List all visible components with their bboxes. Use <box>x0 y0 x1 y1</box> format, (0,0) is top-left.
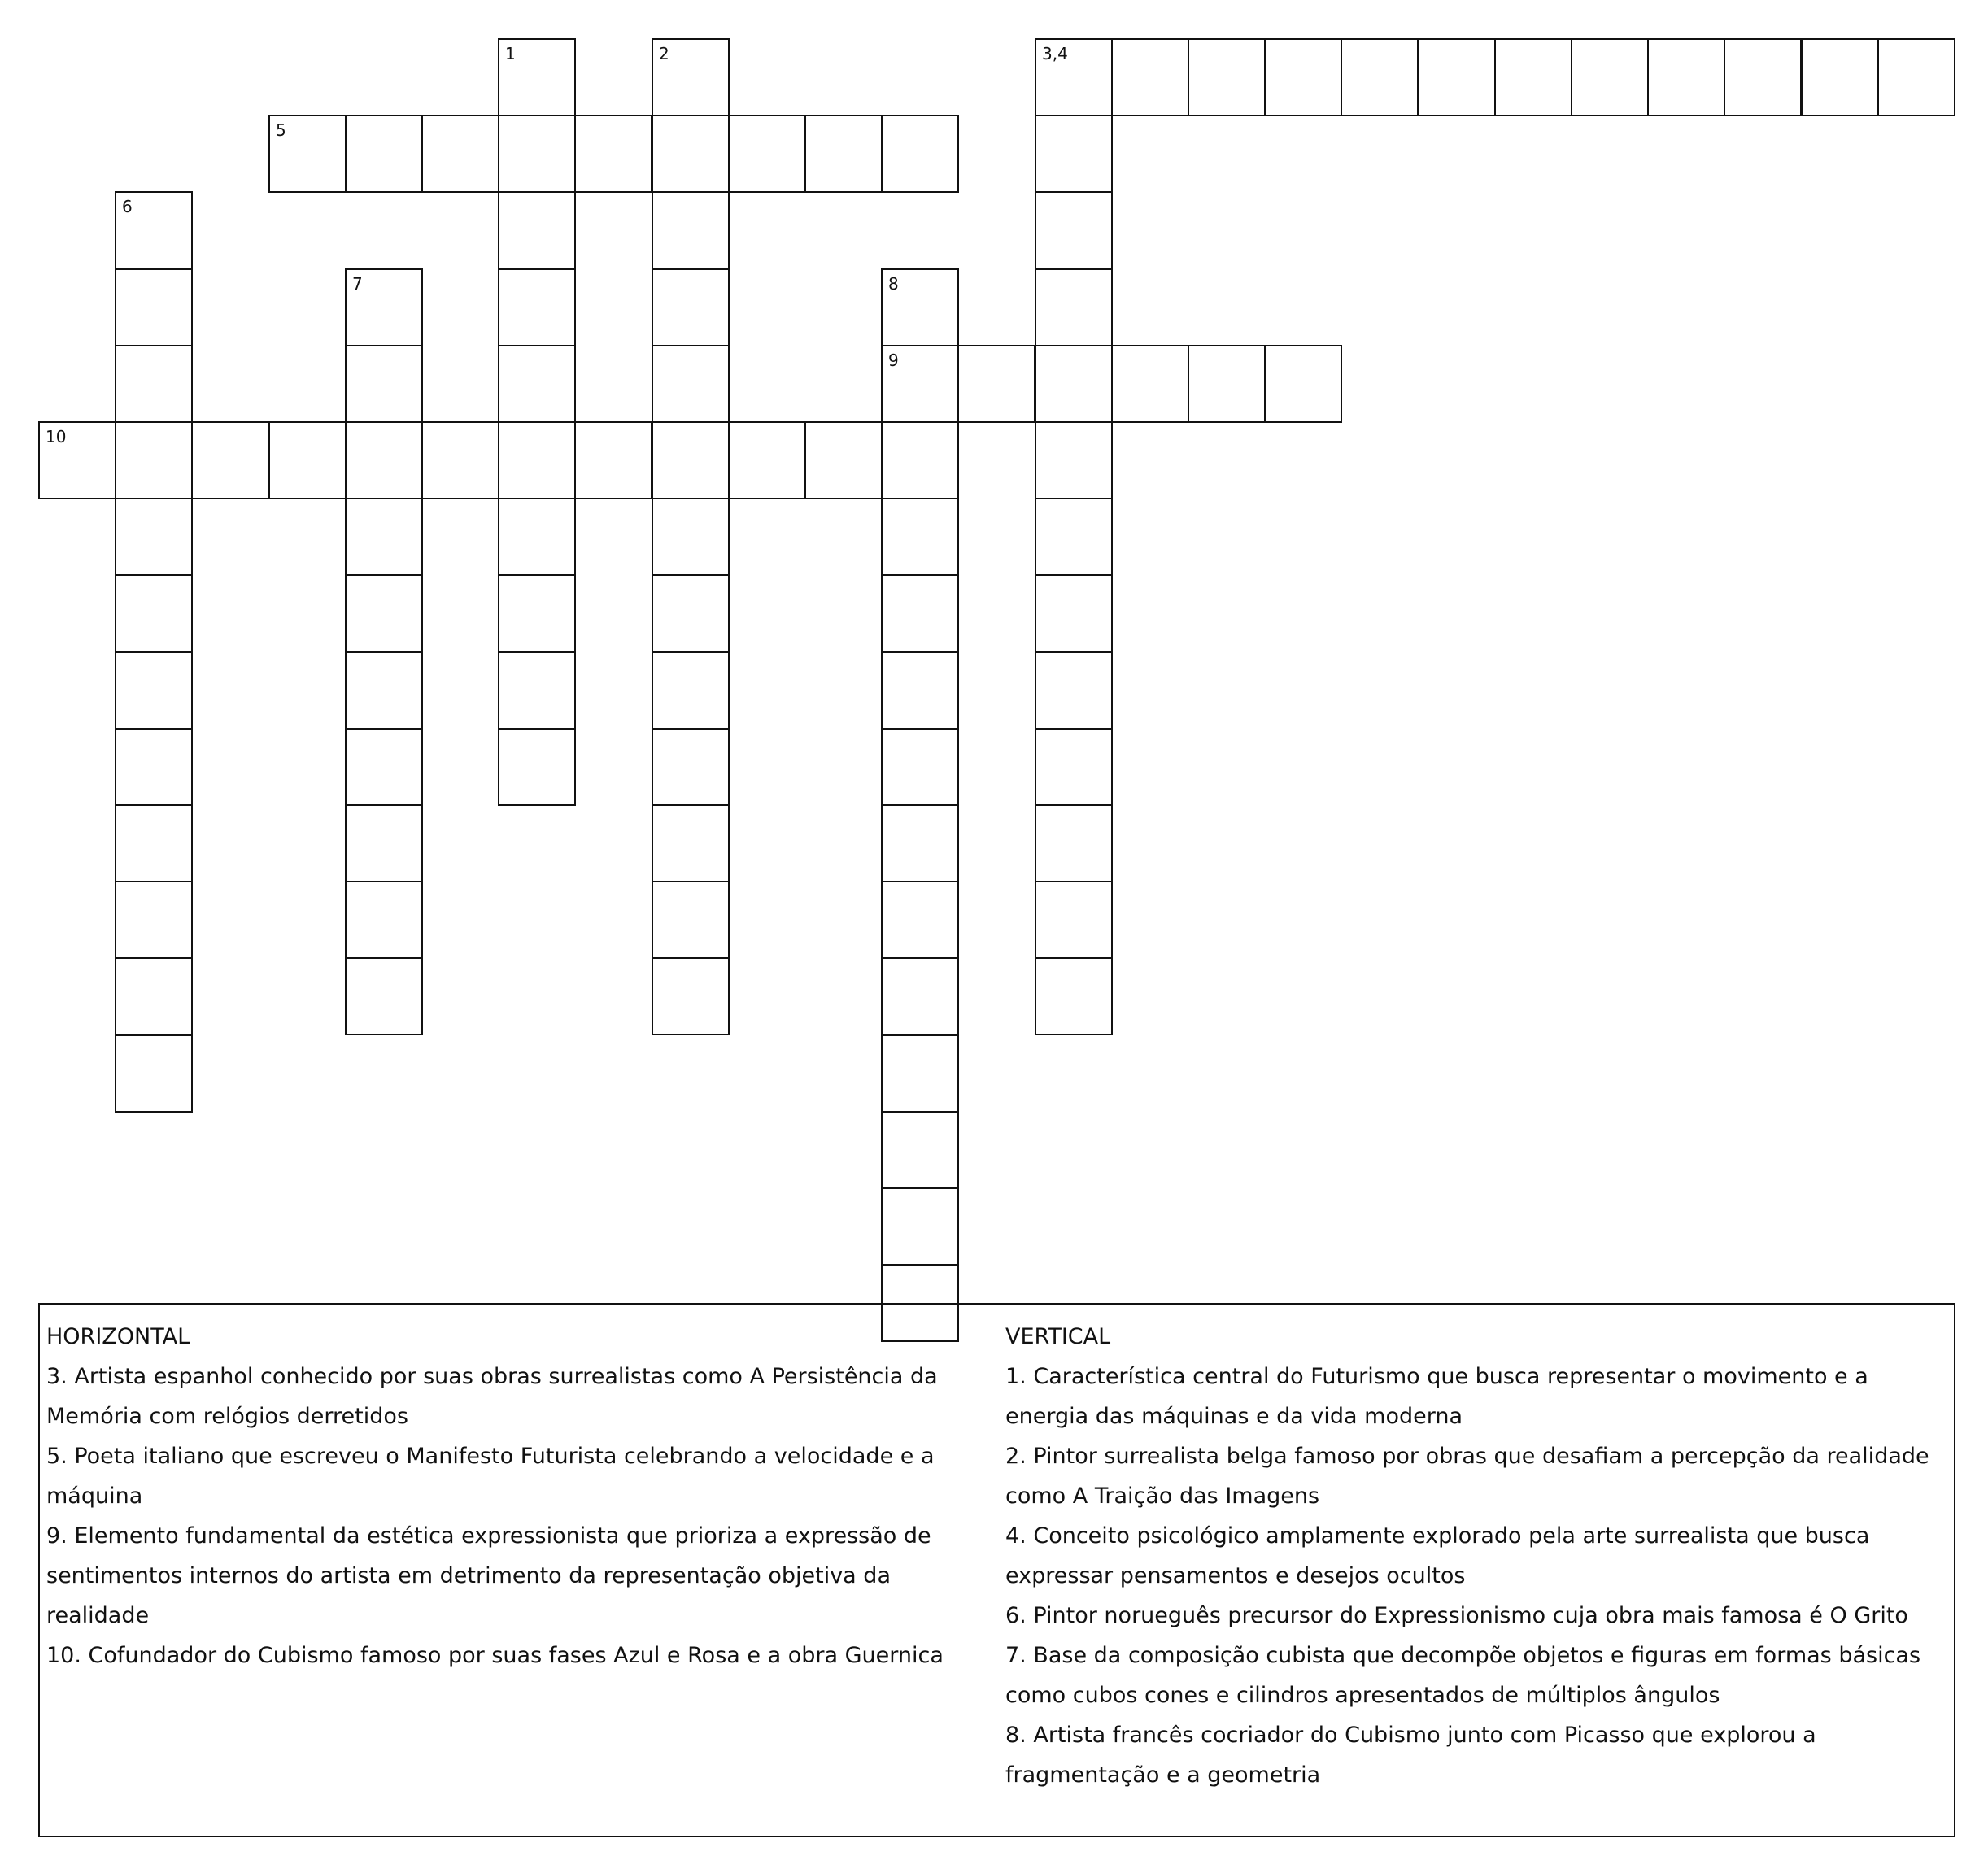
across-clues <box>46 1317 982 1675</box>
crossword-cell[interactable] <box>652 268 730 346</box>
crossword-cell[interactable] <box>881 728 959 806</box>
crossword-cell[interactable] <box>1341 38 1419 116</box>
crossword-cell[interactable] <box>652 345 730 423</box>
crossword-cell[interactable] <box>115 498 193 576</box>
crossword-cell[interactable] <box>191 421 269 499</box>
crossword-cell[interactable] <box>1035 38 1113 116</box>
crossword-cell[interactable] <box>728 421 806 499</box>
clue-across-3: 3. Artista espanhol conhecido por suas obras surrealistas como A Persistência da Memória com relógios derretidos <box>46 1364 938 1429</box>
crossword-cell[interactable] <box>881 804 959 882</box>
crossword-cell[interactable] <box>498 191 576 269</box>
crossword-cell[interactable] <box>1035 728 1113 806</box>
crossword-cell[interactable] <box>881 1035 959 1113</box>
down-clues <box>1005 1317 1949 1795</box>
crossword-cell[interactable] <box>881 115 959 193</box>
crossword-cell[interactable] <box>804 115 883 193</box>
crossword-cell[interactable] <box>881 268 959 346</box>
crossword-cell[interactable] <box>881 498 959 576</box>
crossword-cell[interactable] <box>881 651 959 730</box>
crossword-cell[interactable] <box>1035 421 1113 499</box>
crossword-cell[interactable] <box>268 115 347 193</box>
crossword-cell[interactable] <box>1035 498 1113 576</box>
cell-number: 6 <box>122 197 133 216</box>
crossword-cell[interactable] <box>498 651 576 730</box>
clue-down-6: 6. Pintor norueguês precursor do Expressionismo cuja obra mais famosa é O Grito <box>1005 1603 1908 1628</box>
cell-number: 1 <box>505 44 516 63</box>
crossword-cell[interactable] <box>881 421 959 499</box>
crossword-cell[interactable] <box>421 421 499 499</box>
crossword-cell[interactable] <box>1035 191 1113 269</box>
crossword-cell[interactable] <box>115 191 193 269</box>
down-title: VERTICAL <box>1005 1324 1111 1349</box>
crossword-cell[interactable] <box>1188 345 1266 423</box>
crossword-cell[interactable] <box>498 38 576 116</box>
crossword-cell[interactable] <box>498 498 576 576</box>
crossword-cell[interactable] <box>1035 268 1113 346</box>
cell-number: 10 <box>46 427 67 447</box>
crossword-cell[interactable] <box>574 421 652 499</box>
crossword-cell[interactable] <box>498 345 576 423</box>
crossword-cell[interactable] <box>881 1111 959 1189</box>
clue-across-9: 9. Elemento fundamental da estética expressionista que prioriza a expressão de sentimentos internos do artista em detrimento da representação objetiva da realidade <box>46 1523 931 1628</box>
crossword-cell[interactable] <box>345 804 423 882</box>
crossword-cell[interactable] <box>345 268 423 346</box>
crossword-cell[interactable] <box>115 728 193 806</box>
crossword-cell[interactable] <box>652 881 730 959</box>
crossword-cell[interactable] <box>345 728 423 806</box>
cell-number: 5 <box>276 120 286 140</box>
crossword-cell[interactable] <box>421 115 499 193</box>
crossword-cell[interactable] <box>881 574 959 652</box>
crossword-cell[interactable] <box>345 651 423 730</box>
clue-down-1: 1. Característica central do Futurismo que busca representar o movimento e a energia das máquinas e da vida moderna <box>1005 1364 1868 1429</box>
crossword-cell[interactable] <box>957 345 1035 423</box>
crossword-cell[interactable] <box>1035 345 1113 423</box>
cell-number: 8 <box>888 274 899 294</box>
clue-down-2: 2. Pintor surrealista belga famoso por obras que desafiam a percepção da realidade como A Traição das Imagens <box>1005 1444 1929 1509</box>
crossword-cell[interactable] <box>38 421 116 499</box>
crossword-cell[interactable] <box>498 421 576 499</box>
crossword-cell[interactable] <box>498 268 576 346</box>
crossword-cell[interactable] <box>652 651 730 730</box>
crossword-cell[interactable] <box>881 1187 959 1266</box>
clues-box <box>38 1303 1955 1837</box>
crossword-cell[interactable] <box>652 191 730 269</box>
crossword-cell[interactable] <box>652 728 730 806</box>
crossword-cell[interactable] <box>115 881 193 959</box>
cell-number: 3,4 <box>1042 44 1068 63</box>
crossword-cell[interactable] <box>1188 38 1266 116</box>
crossword-cell[interactable] <box>574 115 652 193</box>
clue-across-10: 10. Cofundador do Cubismo famoso por suas fases Azul e Rosa e a obra Guernica <box>46 1643 944 1668</box>
crossword-cell[interactable] <box>1264 345 1342 423</box>
crossword-cell[interactable] <box>804 421 883 499</box>
crossword-cell[interactable] <box>115 1035 193 1113</box>
crossword-cell[interactable] <box>345 957 423 1035</box>
crossword-cell[interactable] <box>652 804 730 882</box>
crossword-cell[interactable] <box>345 115 423 193</box>
crossword-cell[interactable] <box>1418 38 1496 116</box>
crossword-cell[interactable] <box>345 345 423 423</box>
crossword-cell[interactable] <box>268 421 347 499</box>
crossword-cell[interactable] <box>652 38 730 116</box>
crossword-cell[interactable] <box>881 345 959 423</box>
crossword-cell[interactable] <box>652 421 730 499</box>
crossword-cell[interactable] <box>115 957 193 1035</box>
crossword-cell[interactable] <box>652 115 730 193</box>
clue-down-7: 7. Base da composição cubista que decompõe objetos e figuras em formas básicas como cubos cones e cilindros apresentados de múltiplos ângulos <box>1005 1643 1921 1708</box>
cell-number: 9 <box>888 351 899 370</box>
crossword-cell[interactable] <box>345 574 423 652</box>
crossword-cell[interactable] <box>1724 38 1802 116</box>
crossword-cell[interactable] <box>881 881 959 959</box>
crossword-cell[interactable] <box>1035 651 1113 730</box>
crossword-cell[interactable] <box>1571 38 1649 116</box>
crossword-cell[interactable] <box>498 728 576 806</box>
crossword-cell[interactable] <box>1111 345 1189 423</box>
crossword-cell[interactable] <box>115 268 193 346</box>
clue-down-4: 4. Conceito psicológico amplamente explorado pela arte surrealista que busca expressar pensamentos e desejos ocultos <box>1005 1523 1870 1588</box>
crossword-cell[interactable] <box>1647 38 1725 116</box>
crossword-cell[interactable] <box>1035 574 1113 652</box>
crossword-cell[interactable] <box>115 574 193 652</box>
crossword-cell[interactable] <box>115 651 193 730</box>
cell-number: 7 <box>352 274 363 294</box>
crossword-cell[interactable] <box>1111 38 1189 116</box>
crossword-cell[interactable] <box>1035 115 1113 193</box>
cell-number: 2 <box>659 44 669 63</box>
crossword-cell[interactable] <box>115 421 193 499</box>
across-title: HORIZONTAL <box>46 1324 190 1349</box>
crossword-cell[interactable] <box>345 498 423 576</box>
crossword-cell[interactable] <box>115 804 193 882</box>
crossword-cell[interactable] <box>345 421 423 499</box>
crossword-cell[interactable] <box>498 115 576 193</box>
crossword-cell[interactable] <box>652 957 730 1035</box>
crossword-cell[interactable] <box>1877 38 1955 116</box>
clue-across-5: 5. Poeta italiano que escreveu o Manifesto Futurista celebrando a velocidade e a máquina <box>46 1444 935 1509</box>
crossword-cell[interactable] <box>1801 38 1879 116</box>
crossword-cell[interactable] <box>1035 804 1113 882</box>
crossword-cell[interactable] <box>1494 38 1572 116</box>
crossword-cell[interactable] <box>728 115 806 193</box>
crossword-cell[interactable] <box>498 574 576 652</box>
crossword-cell[interactable] <box>652 574 730 652</box>
crossword-cell[interactable] <box>652 498 730 576</box>
crossword-cell[interactable] <box>1264 38 1342 116</box>
crossword-cell[interactable] <box>115 345 193 423</box>
crossword-cell[interactable] <box>881 957 959 1035</box>
crossword-cell[interactable] <box>1035 881 1113 959</box>
crossword-cell[interactable] <box>1035 957 1113 1035</box>
clue-down-8: 8. Artista francês cocriador do Cubismo junto com Picasso que explorou a fragmentação e a geometria <box>1005 1723 1816 1788</box>
crossword-cell[interactable] <box>345 881 423 959</box>
